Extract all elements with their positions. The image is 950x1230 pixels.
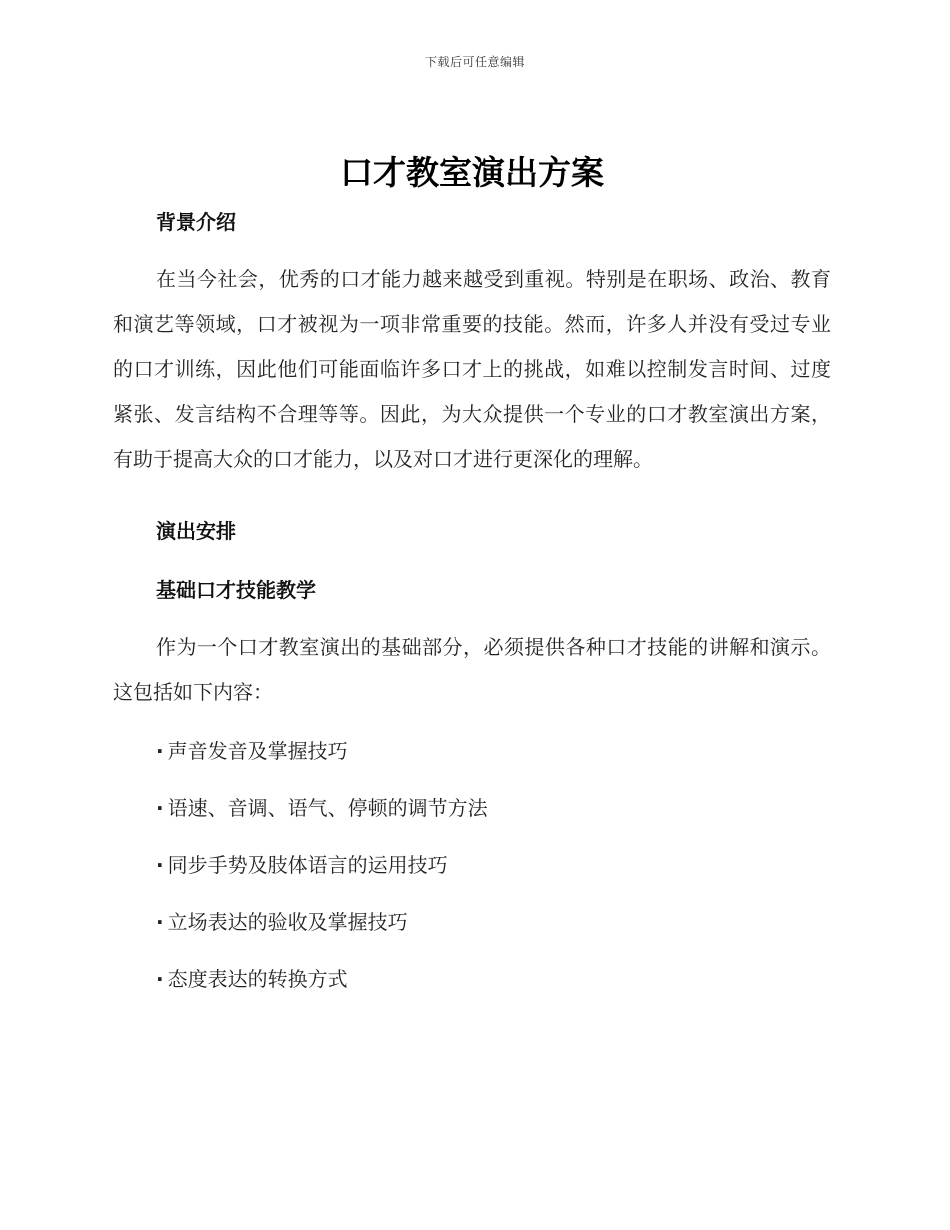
background-paragraph: 在当今社会，优秀的口才能力越来越受到重视。特别是在职场、政治、教育和演艺等领域，口才被视为一项非常重要的技能。然而，许多人并没有受过专业的口才训练，因此他们可能面临许多口才上的挑战，如难以控制发言时间、过度紧张、发言结构不合理等等。因此，为大众提供一个专业的口才教室演出方案，有助于提高大众的口才能力，以及对口才进行更深化的理解。 (113, 267, 831, 471)
list-item-text: 态度表达的转换方式 (167, 967, 348, 991)
list-item-text: 立场表达的验收及掌握技巧 (167, 910, 408, 934)
section-heading-background: 背景介绍 (156, 210, 236, 234)
section-heading-arrangement: 演出安排 (156, 519, 236, 543)
bullet-marker: · (156, 910, 164, 934)
document-title: 口才教室演出方案 (340, 153, 604, 192)
document-content (113, 150, 831, 993)
header-note: 下载后可任意编辑 (424, 55, 525, 69)
list-item (113, 908, 831, 936)
list-item (113, 965, 831, 993)
list-item-text: 同步手势及肢体语言的运用技巧 (167, 853, 448, 877)
bullet-marker: · (156, 853, 164, 877)
bullet-marker: · (156, 796, 164, 820)
list-item-text: 语速、音调、语气、停顿的调节方法 (167, 796, 488, 820)
bullet-marker: · (156, 739, 164, 763)
list-item (113, 794, 831, 822)
list-item (113, 737, 831, 765)
bullet-marker: · (156, 967, 164, 991)
list-item (113, 851, 831, 879)
section-heading-basics: 基础口才技能教学 (156, 578, 316, 602)
list-item-text: 声音发音及掌握技巧 (167, 739, 348, 763)
basics-paragraph: 作为一个口才教室演出的基础部分，必须提供各种口才技能的讲解和演示。这包括如下内容： (113, 635, 831, 704)
